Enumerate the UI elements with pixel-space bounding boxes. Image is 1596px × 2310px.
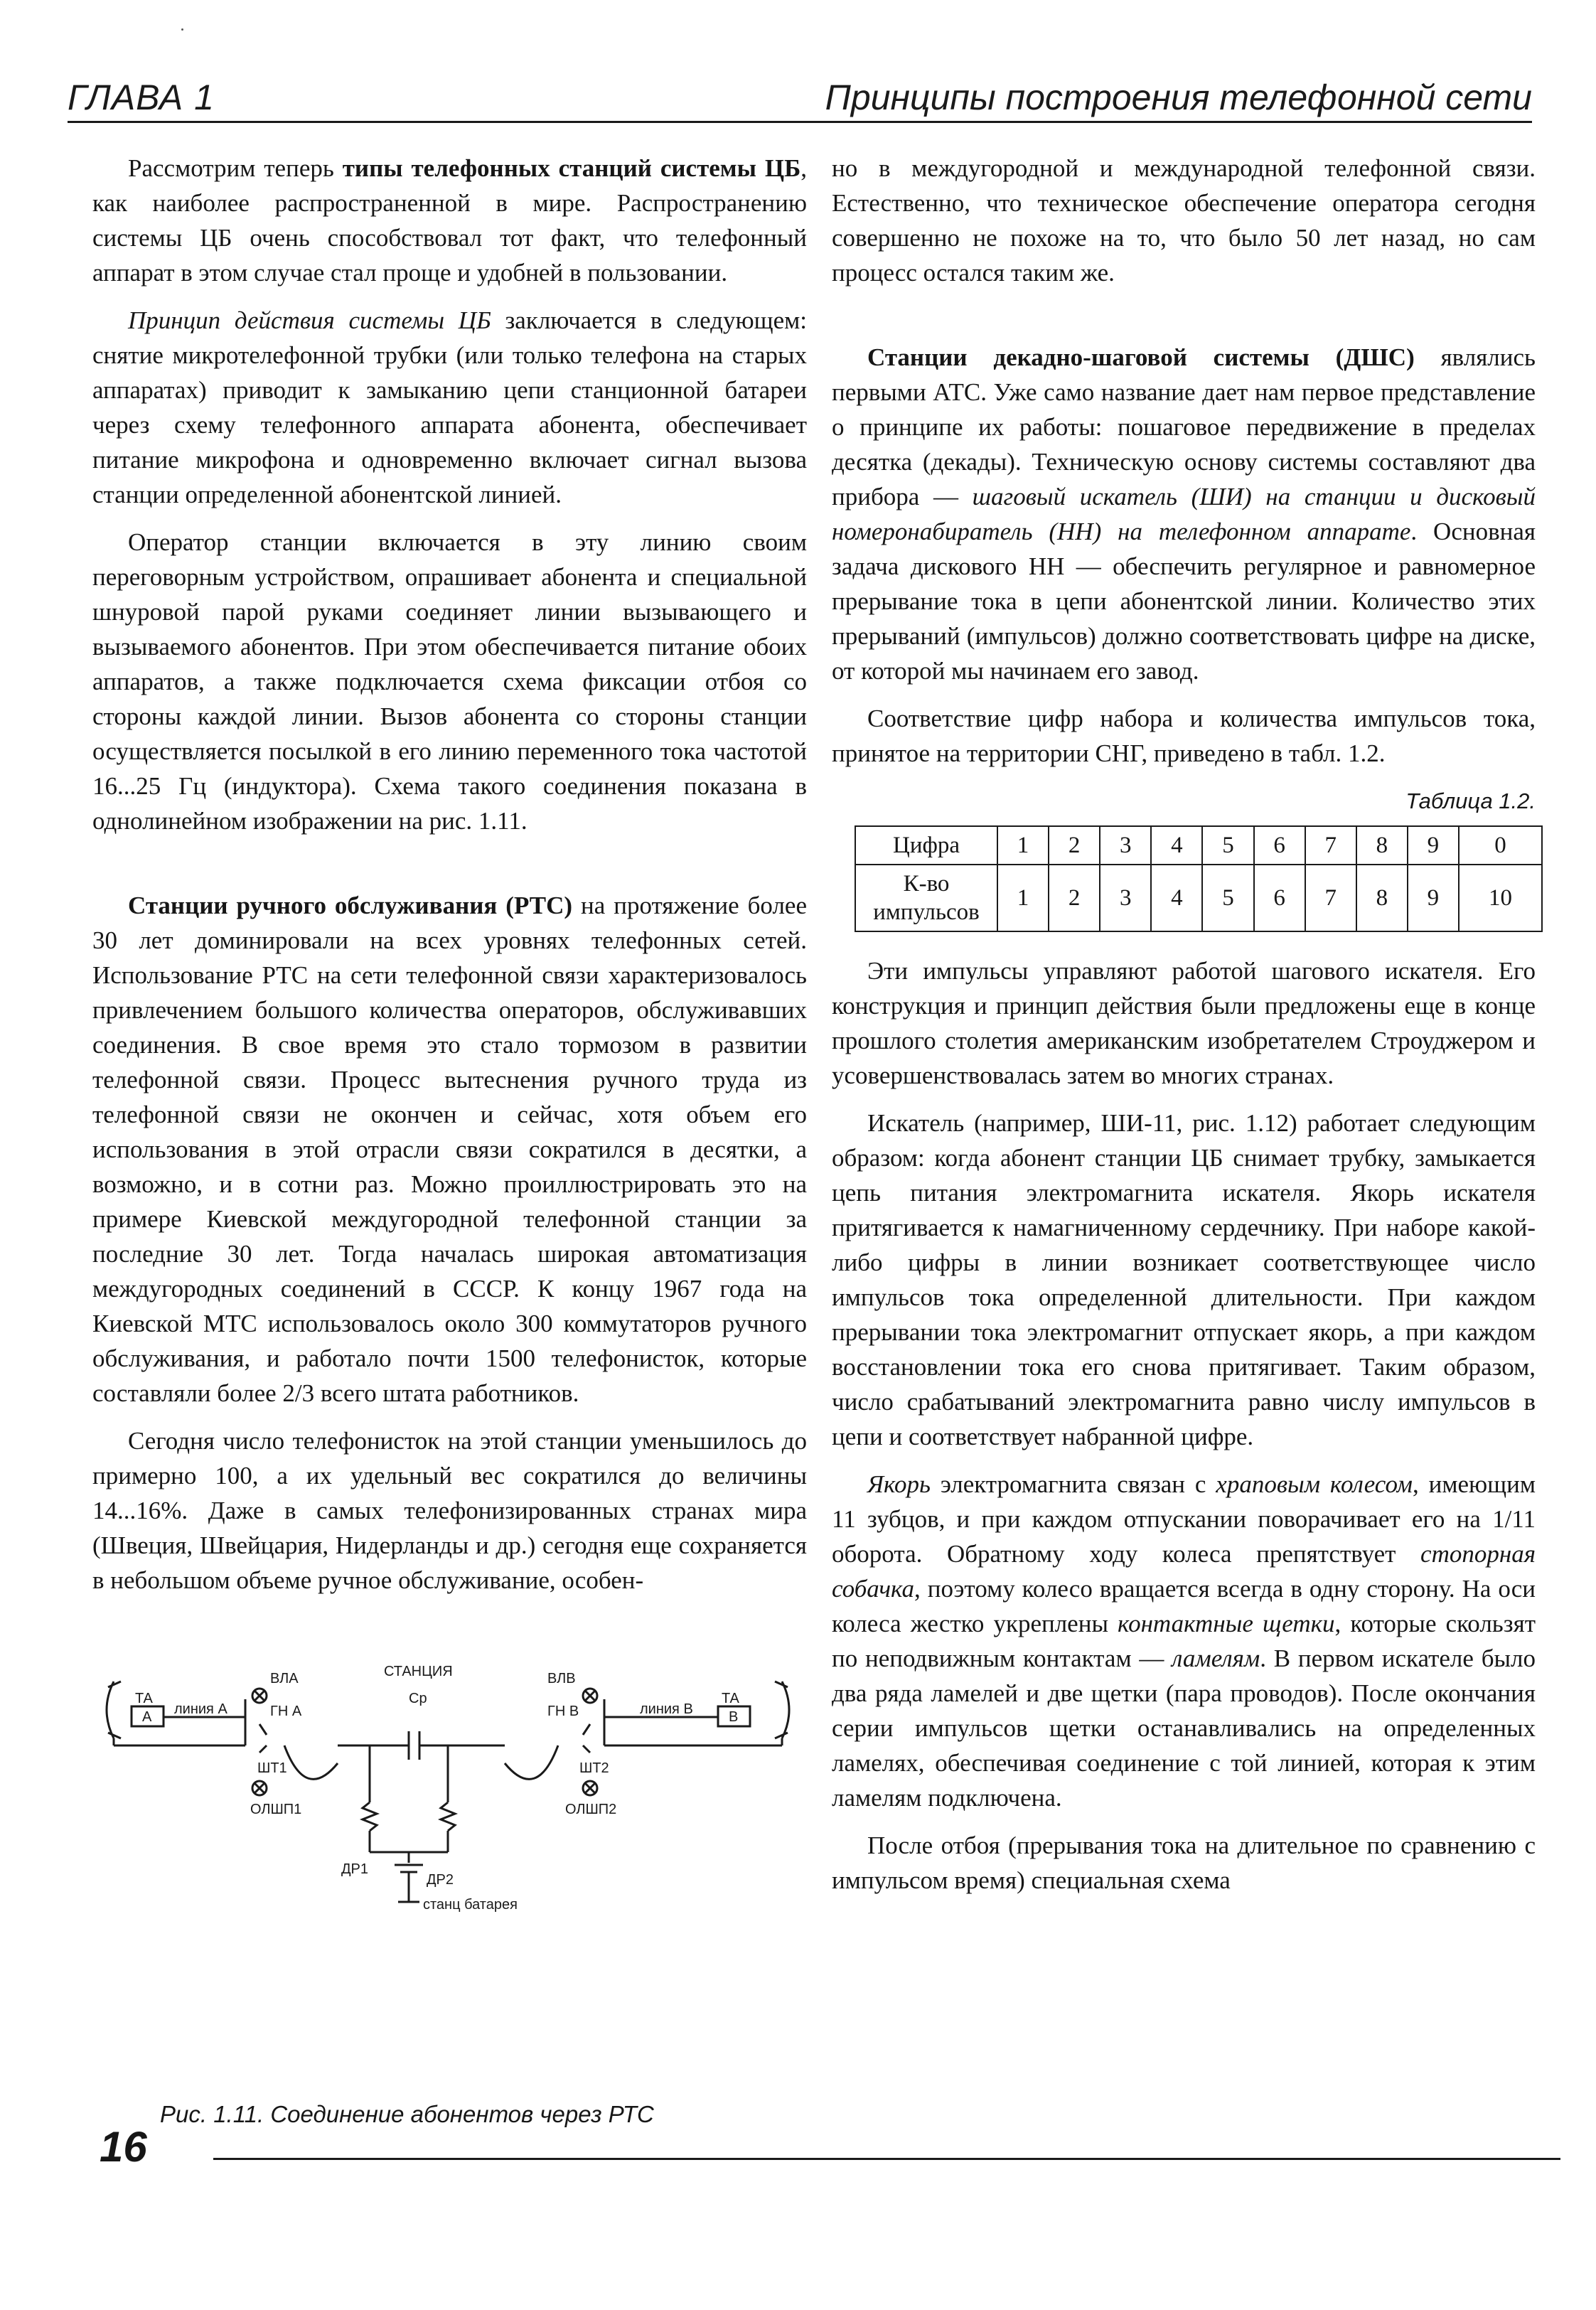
label-olshp1: ОЛШП1 bbox=[250, 1802, 302, 1817]
footer-rule bbox=[213, 2158, 1560, 2160]
choke-dr2-icon bbox=[441, 1802, 455, 1831]
cord-b bbox=[505, 1745, 558, 1779]
table-cell: 6 bbox=[1254, 865, 1305, 931]
handset-b-icon bbox=[782, 1681, 789, 1738]
table-cell: 1 bbox=[997, 826, 1049, 865]
paragraph: Станции декадно-шаговой системы (ДШС) являлись первыми АТС. Уже само название дает нам первое представление о принципе их работы: пошаговое передвижение в пределах десятка (декады). Техническую основу системы составляют два прибора — шаговый искатель (ШИ) на станции и дисковый номеронабиратель (НН) на телефонном аппарате. Основная задача дискового НН — обеспечить регулярное и равномерное прерывание тока в цепи абонентской линии. Количество этих прерываний (импульсов) должно соответствовать цифре на диске, от которой мы начинаем его завод. bbox=[832, 343, 1536, 685]
rts-connection-diagram bbox=[92, 1639, 803, 1923]
paragraph: Соответствие цифр набора и количества импульсов тока, принятое на территории СНГ, приведено в табл. 1.2. bbox=[832, 705, 1536, 767]
table-cell: 8 bbox=[1356, 826, 1408, 865]
italic-term: ламелям bbox=[1172, 1645, 1260, 1672]
table-row bbox=[855, 826, 1542, 865]
table-cell: 9 bbox=[1408, 865, 1459, 931]
cord-a bbox=[284, 1745, 338, 1779]
table-cell: 7 bbox=[1305, 865, 1356, 931]
label-line-a: линия А bbox=[174, 1701, 227, 1717]
running-header bbox=[68, 71, 1532, 123]
page-number: 16 bbox=[100, 2123, 147, 2171]
table-cell: 3 bbox=[1100, 826, 1151, 865]
label-gnv: ГН В bbox=[547, 1704, 579, 1719]
table-header-cell: Цифра bbox=[855, 826, 997, 865]
left-column bbox=[92, 151, 807, 1610]
label-v: В bbox=[729, 1709, 739, 1725]
table-cell: 2 bbox=[1049, 826, 1100, 865]
label-dr2: ДР2 bbox=[427, 1872, 454, 1888]
table-cell: 4 bbox=[1151, 826, 1202, 865]
label-battery: станц батарея bbox=[423, 1897, 518, 1913]
handset-a-icon bbox=[107, 1681, 114, 1738]
table-cell: 4 bbox=[1151, 865, 1202, 931]
label-sht2: ШТ2 bbox=[579, 1760, 609, 1776]
label-gna: ГН А bbox=[270, 1704, 302, 1719]
italic-term: стопорная собачка bbox=[832, 1540, 1536, 1603]
paragraph: но в междугородной и международной телефонной связи. Естественно, что техническое обеспечение оператора сегодня совершенно не похоже на то, что было 50 лет назад, но сам процесс остался таким же. bbox=[832, 154, 1536, 287]
paragraph: После отбоя (прерывания тока на длительное по сравнению с импульсом время) специальная схема bbox=[832, 1832, 1536, 1894]
table-caption: Таблица 1.2. bbox=[1405, 788, 1536, 813]
paragraph: Оператор станции включается в эту линию своим переговорным устройством, опрашивает абонента и специальной шнуровой парой руками соединяет линии вызывающего и вызываемого абонентов. При этом обеспечивается питание обоих аппаратов, а также подключается схема фиксации отбоя со стороны каждой линии. Вызов абонента со стороны станции осуществляется посылкой в его линию переменного тока частотой 16...25 Гц (индуктора). Схема такого соединения показана в однолинейном изображении на рис. 1.11. bbox=[92, 528, 807, 835]
table-row bbox=[855, 865, 1542, 931]
paragraph: Рассмотрим теперь типы телефонных станций системы ЦБ, как наиболее распространенной в мире. Распространению системы ЦБ очень способствовал тот факт, что телефонный аппарат в этом случае стал проще и удобней в пользовании. bbox=[92, 154, 807, 287]
paragraph: Принцип действия системы ЦБ заключается в следующем: снятие микротелефонной трубки (или только телефона на старых аппаратах) приводит к замыканию цепи станционной батареи через схему телефонного аппарата абонента, обеспечивает питание микрофона и одновременно включает сигнал вызова станции определенной абонентской линией. bbox=[92, 306, 807, 508]
table-cell: 8 bbox=[1356, 865, 1408, 931]
table-cell: 9 bbox=[1408, 826, 1459, 865]
label-dr1: ДР1 bbox=[341, 1861, 369, 1877]
table-cell: 10 bbox=[1459, 865, 1542, 931]
italic-term: Принцип действия системы ЦБ bbox=[128, 306, 491, 334]
section-heading: Станции ручного обслуживания (РТС) bbox=[128, 892, 573, 919]
table-cell: 1 bbox=[997, 865, 1049, 931]
paragraph: Станции ручного обслуживания (РТС) на протяжение более 30 лет доминировали на всех уровнях телефонных сетей. Использование РТС на сети телефонной связи характеризовалось привлечением большого количества операторов, обслуживавших соединения. В свое время это стало тормозом в развитии телефонной связи. Процесс вытеснения ручного труда из телефонной связи не окончен и сейчас, хотя объем его использования в этой отрасли связи сократился в десятки, а возможно, и в сотни раз. Можно проиллюстрировать это на примере Киевской междугородной телефонной станции за последние 30 лет. Тогда началась широкая автоматизация междугородных соединений в СССР. К концу 1967 года на Киевской МТС использовалось около 300 коммутаторов ручного обслуживания, и работало почти 1500 телефонисток, которые составляли более 2/3 всего штата работников. bbox=[92, 892, 807, 1407]
digits-table bbox=[855, 825, 1543, 932]
table-cell: 3 bbox=[1100, 865, 1151, 931]
choke-dr1-icon bbox=[363, 1802, 377, 1831]
label-ta-v: ТА bbox=[722, 1691, 739, 1706]
table-cell: 5 bbox=[1202, 865, 1253, 931]
table-cell: 0 bbox=[1459, 826, 1542, 865]
paragraph: Искатель (например, ШИ-11, рис. 1.12) работает следующим образом: когда абонент станции ЦБ снимает трубку, замыкается цепь питания электромагнита искателя. Якорь искателя притягивается к намагниченному сердечнику. При наборе какой-либо цифры в линии возникает соответствующее число импульсов тока определенной длительности. При каждом прерывании тока электромагнит отпускает якорь, а при каждом восстановлении тока его снова притягивает. Таким образом, число срабатываний электромагнита равно числу импульсов в цепи и соответствует набранной цифре. bbox=[832, 1109, 1536, 1450]
label-a: А bbox=[142, 1709, 152, 1725]
label-cp: Ср bbox=[409, 1691, 427, 1706]
paragraph: Эти импульсы управляют работой шагового искателя. Его конструкция и принцип действия были предложены еще в конце прошлого столетия американским изобретателем Строуджером и усовершенствовалась затем во многих странах. bbox=[832, 957, 1536, 1089]
label-vlv: ВЛВ bbox=[547, 1671, 576, 1686]
italic-term: храповым колесом bbox=[1216, 1470, 1413, 1498]
chapter-label: ГЛАВА 1 bbox=[68, 77, 215, 117]
italic-term: контактные щетки bbox=[1118, 1610, 1335, 1637]
chapter-topic: Принципы построения телефонной сети bbox=[825, 77, 1532, 117]
figure-caption: Рис. 1.11. Соединение абонентов через РТС bbox=[160, 2101, 654, 2127]
label-line-v: линия В bbox=[640, 1701, 693, 1717]
table-cell: 2 bbox=[1049, 865, 1100, 931]
label-sht1: ШТ1 bbox=[257, 1760, 287, 1776]
italic-term: шаговый искатель (ШИ) на станции и дисковый номеронабиратель (НН) на телефонном аппарате bbox=[832, 483, 1536, 545]
table-cell: 6 bbox=[1254, 826, 1305, 865]
scan-speck bbox=[181, 28, 183, 31]
table-header-cell: К-во импульсов bbox=[855, 865, 997, 931]
label-vla: ВЛА bbox=[270, 1671, 299, 1686]
paragraph: Сегодня число телефонисток на этой станции уменьшилось до примерно 100, а их удельный вес сократился до величины 14...16%. Даже в самых телефонизированных странах мира (Швеция, Швейцария, Нидерланды и др.) сегодня еще сохраняется в небольшом объеме ручное обслуживание, особен- bbox=[92, 1427, 807, 1594]
right-column bbox=[832, 151, 1536, 1910]
paragraph: Якорь электромагнита связан с храповым колесом, имеющим 11 зубцов, и при каждом отпускании поворачивает его на 1/11 оборота. Обратному ходу колеса препятствует стопорная собачка, поэтому колесо вращается всегда в одну сторону. На оси колеса жестко укреплены контактные щетки, которые скользят по неподвижным контактам — ламелям. В первом искателе было два ряда ламелей и две щетки (пара проводов). После окончания серии импульсов щетки останавливались на определенных ламелях, обеспечивая соединение с той линией, которая к этим ламелям подключена. bbox=[832, 1470, 1536, 1812]
label-ta-a: ТА bbox=[135, 1691, 153, 1706]
bold-term: типы телефонных станций системы ЦБ bbox=[342, 154, 801, 182]
label-station: СТАНЦИЯ bbox=[384, 1664, 453, 1679]
table-cell: 5 bbox=[1202, 826, 1253, 865]
label-olshp2: ОЛШП2 bbox=[565, 1802, 617, 1817]
section-heading: Станции декадно-шаговой системы (ДШС) bbox=[867, 343, 1415, 371]
table-cell: 7 bbox=[1305, 826, 1356, 865]
italic-term: Якорь bbox=[867, 1470, 931, 1498]
